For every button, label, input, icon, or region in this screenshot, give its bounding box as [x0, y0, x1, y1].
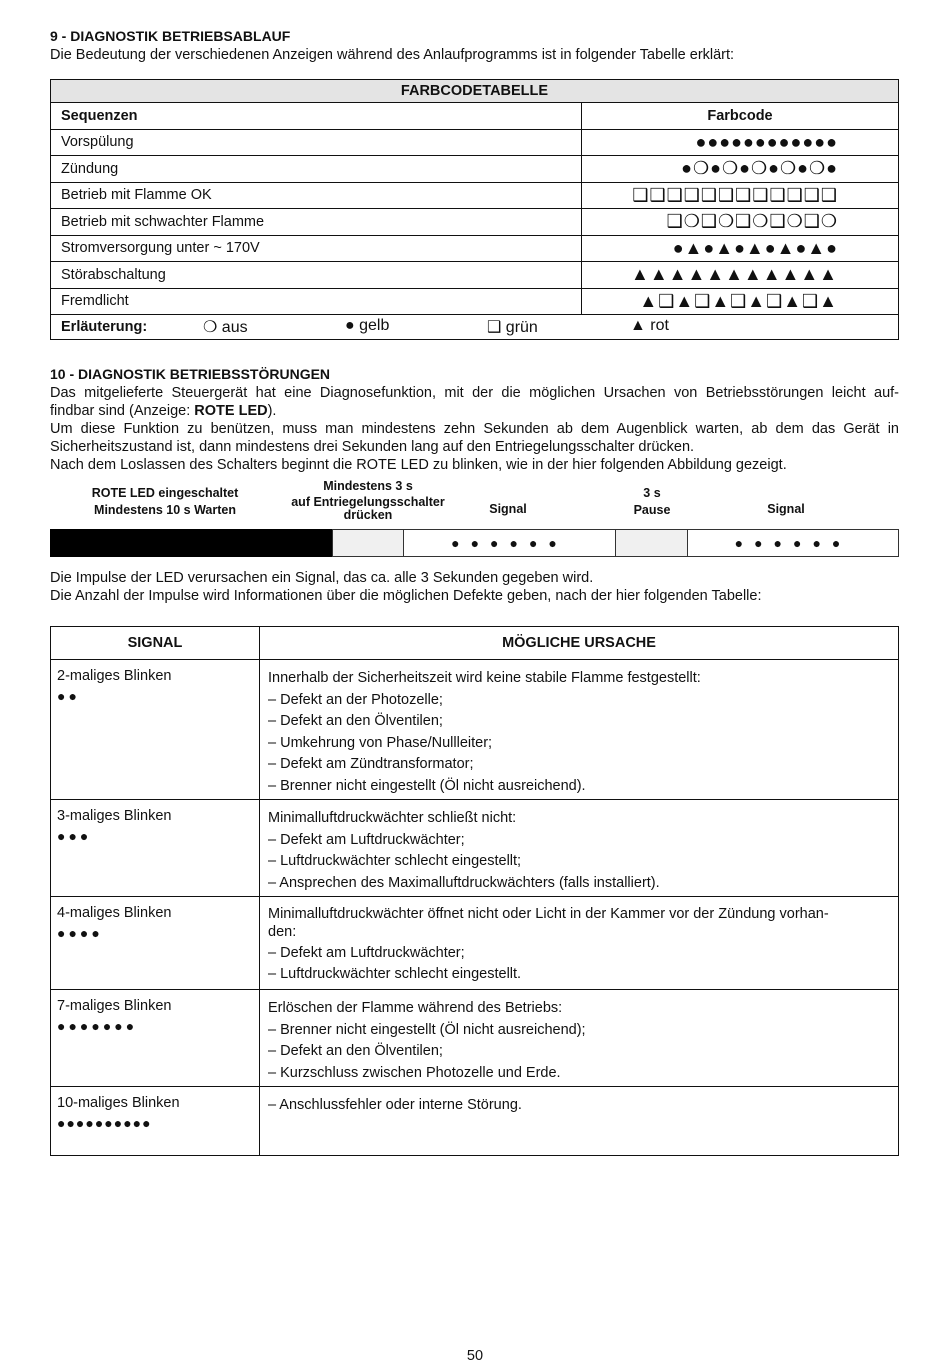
legend-item-aus: ❍ aus	[203, 319, 248, 336]
color-code: ❑❍❑❍❑❍❑❍❑❍	[582, 209, 899, 236]
sequence-label: Stromversorgung unter ~ 170V	[51, 235, 582, 262]
color-code: ●❍●❍●❍●❍●❍●	[582, 156, 899, 183]
blink-dots: ●●	[57, 688, 80, 704]
color-code: ●●●●●●●●●●●●	[582, 129, 899, 156]
signal-row	[51, 897, 899, 990]
cause-cell: Erlöschen der Flamme während des Betriebs: – Brenner nicht eingestellt (Öl nicht ausreichend); – Defekt an den Ölventilen; – Kurzschluss zwischen Photozelle und Erde.	[260, 990, 899, 1087]
col-sequence-header: Sequenzen	[51, 103, 582, 130]
seq-col1-header: ROTE LED eingeschaltet Mindestens 10 s Warten	[91, 486, 239, 517]
legend-item-gelb: ● gelb	[345, 317, 390, 334]
signal-cell: 2-maliges Blinken ●●	[51, 660, 260, 800]
signal-cell: 10-maliges Blinken ●●●●●●●●●●	[51, 1087, 260, 1156]
color-code: ●▲●▲●▲●▲●▲●	[582, 235, 899, 262]
color-row	[51, 209, 899, 236]
blink-dots: ●●●●	[57, 925, 103, 941]
seq-col4-header: 3 s Pause	[633, 486, 671, 517]
sequence-label: Störabschaltung	[51, 262, 582, 289]
signal-row	[51, 990, 899, 1087]
color-row	[51, 262, 899, 289]
legend-label: Erläuterung:	[61, 319, 148, 335]
led-on-bar	[50, 529, 333, 557]
color-code: ▲▲▲▲▲▲▲▲▲▲▲	[582, 262, 899, 289]
section10-heading: 10 - DIAGNOSTIK BETRIEBSSTÖRUNGEN	[50, 366, 331, 382]
cause-cell: Innerhalb der Sicherheitszeit wird keine stabile Flamme festgestellt: – Defekt an der Photozelle; – Defekt an den Ölventilen; – Umkehrung von Phase/Nullleiter; – Defekt am Zündtransformator; – Brenner nicht eingestellt (Öl nicht ausreichend).	[260, 660, 899, 800]
signal-dots-1: ●●●●●●	[403, 529, 616, 557]
col-signal-header: SIGNAL	[51, 627, 260, 660]
blink-dots: ●●●●●●●●●●	[57, 1115, 152, 1131]
signal-cell: 4-maliges Blinken ●●●●	[51, 897, 260, 990]
blink-dots: ●●●	[57, 828, 92, 844]
cause-cell: – Anschlussfehler oder interne Störung.	[260, 1087, 899, 1156]
page-number: 50	[466, 1348, 484, 1364]
color-code-table	[50, 79, 899, 340]
color-row	[51, 288, 899, 315]
color-row	[51, 156, 899, 183]
color-row	[51, 129, 899, 156]
sequence-label: Vorspülung	[51, 129, 582, 156]
cause-cell: Minimalluftdruckwächter schließt nicht: – Defekt am Luftdruckwächter; – Luftdruckwächter schlecht eingestellt; – Ansprechen des Maximalluftdruckwächters (falls installiert).	[260, 800, 899, 897]
seq-col3-header: Signal	[489, 502, 527, 516]
yellow-symbol-icon: ●	[345, 317, 355, 334]
signal-cell: 3-maliges Blinken ●●●	[51, 800, 260, 897]
sequence-label: Fremdlicht	[51, 288, 582, 315]
color-code: ▲❑▲❑▲❑▲❑▲❑▲	[582, 288, 899, 315]
legend-item-gruen: ❑ grün	[487, 319, 538, 336]
signal-row	[51, 660, 899, 800]
col-cause-header: MÖGLICHE URSACHE	[260, 627, 899, 660]
cause-cell: Minimalluftdruckwächter öffnet nicht oder Licht in der Kammer vor der Zündung vorhan- den: – Defekt am Luftdruckwächter; – Luftdruckwächter schlecht eingestellt.	[260, 897, 899, 990]
pause-bar	[615, 529, 688, 557]
section9-intro: Die Bedeutung der verschiedenen Anzeigen während des Anlaufprogramms ist in folgender Tabelle erklärt:	[50, 47, 735, 63]
legend-item-rot: ▲ rot	[630, 317, 669, 334]
red-symbol-icon: ▲	[630, 317, 646, 334]
signal-dots-2: ●●●●●●	[687, 529, 899, 557]
sequence-label: Betrieb mit Flamme OK	[51, 182, 582, 209]
off-symbol-icon: ❍	[203, 319, 218, 336]
after-text: Die Impulse der LED verursachen ein Signal, das ca. alle 3 Sekunden gegeben wird. Die Anzahl der Impulse wird Informationen über die möglichen Defekte geben, nach der hier folgenden Tabelle:	[50, 570, 762, 604]
seq-col2-header: Mindestens 3 s auf Entriegelungsschalter drücken	[291, 479, 445, 522]
color-code: ❑❑❑❑❑❑❑❑❑❑❑❑	[582, 182, 899, 209]
seq-col5-header: Signal	[767, 502, 805, 516]
color-row	[51, 235, 899, 262]
color-row	[51, 182, 899, 209]
legend-row	[51, 315, 899, 340]
sequence-label: Zündung	[51, 156, 582, 183]
section10-body: Das mitgelieferte Steuergerät hat eine Diagnosefunktion, mit der die möglichen Ursachen von Betriebsstörungen leicht auf- findbar sind (Anzeige: ROTE LED). Um diese Funktion zu benützen, muss man mindestens zehn Sekunden ab dem Augenblick warten, ab dem das Gerät in Sicherheitszustand ist, dann mindestens drei Sekunden lang auf den Entriegelungsschalter drücken. Nach dem Loslassen des Schalters beginnt die ROTE LED zu blinken, wie in der hier folgenden Abbildung gezeigt.	[50, 385, 899, 473]
blink-dots: ●●●●●●●	[57, 1018, 138, 1034]
col-code-header: Farbcode	[582, 103, 899, 130]
sequence-label: Betrieb mit schwachter Flamme	[51, 209, 582, 236]
press-switch-bar	[332, 529, 404, 557]
signal-table	[50, 626, 899, 1156]
signal-row	[51, 1087, 899, 1156]
color-table-title: FARBCODETABELLE	[51, 80, 899, 103]
section9-heading: 9 - DIAGNOSTIK BETRIEBSABLAUF	[50, 28, 291, 44]
signal-cell: 7-maliges Blinken ●●●●●●●	[51, 990, 260, 1087]
green-symbol-icon: ❑	[487, 319, 502, 336]
signal-row	[51, 800, 899, 897]
